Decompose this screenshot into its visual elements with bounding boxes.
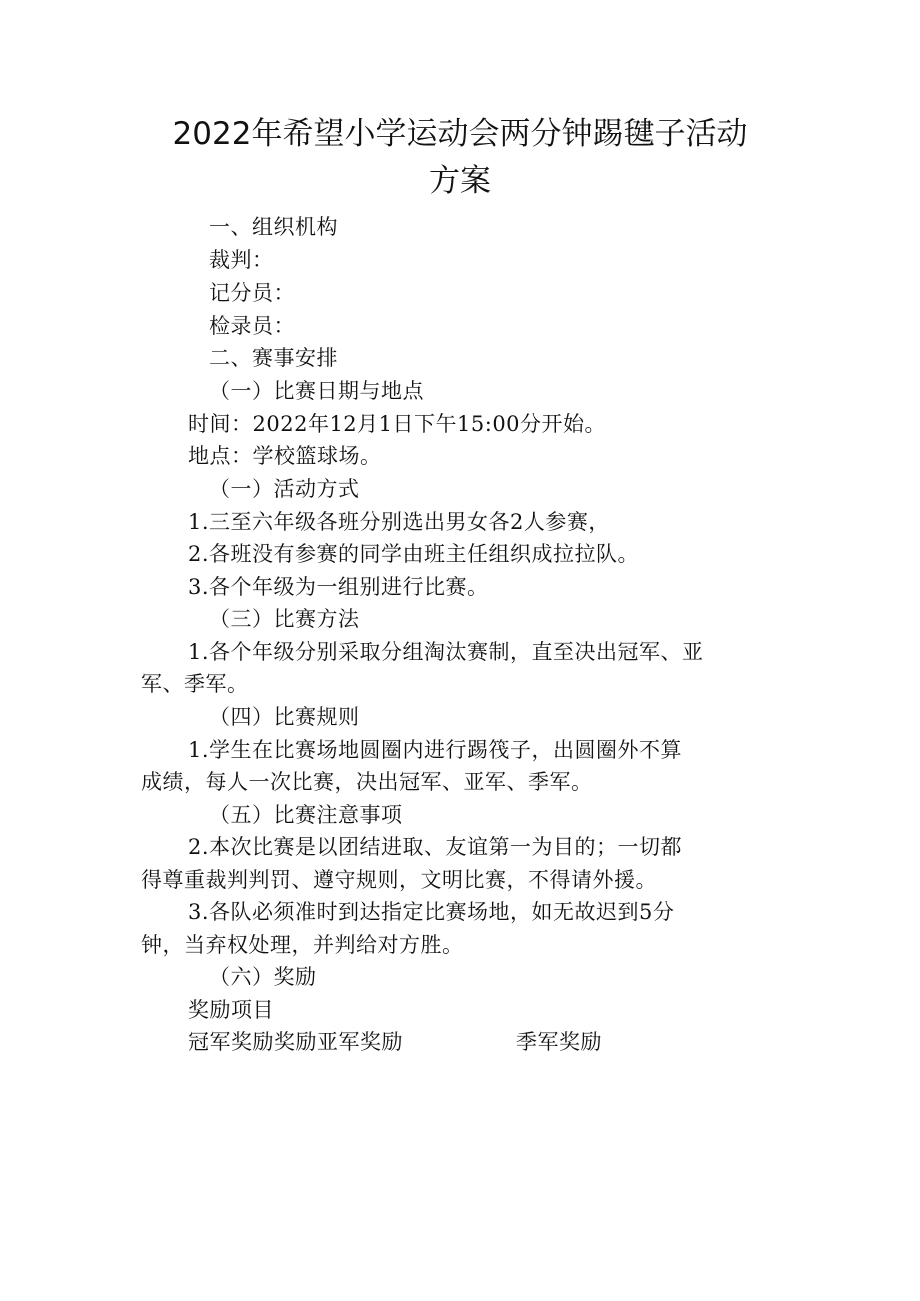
- part2-heading: （一）活动方式: [209, 477, 360, 501]
- document-title-line1: 2022年希望小学运动会两分钟踢毽子活动: [172, 116, 748, 152]
- method-line1: 1.各个年级分别采取分组淘汰赛制，直至决出冠军、亚: [188, 640, 704, 664]
- section1-heading: 一、组织机构: [209, 215, 338, 239]
- award-items-label: 奖励项目: [188, 998, 274, 1022]
- document-title-line2: 方案: [429, 163, 491, 199]
- part6-heading: （六）奖励: [209, 965, 317, 989]
- notes-item2-line1: 2.本次比赛是以团结进取、友谊第一为目的；一切都: [188, 835, 683, 859]
- rules-line2: 成绩，每人一次比赛，决出冠军、亚军、季军。: [141, 770, 593, 794]
- part3-heading: （三）比赛方法: [209, 607, 360, 631]
- notes-item3-line2: 钟，当弃权处理，并判给对方胜。: [141, 933, 464, 957]
- checker-line: 检录员：: [209, 314, 295, 338]
- notes-item3-line1: 3.各队必须准时到达指定比赛场地，如无故迟到5分: [188, 900, 675, 924]
- event-place: 地点：学校篮球场。: [188, 444, 382, 468]
- rules-line1: 1.学生在比赛场地圆圈内进行踢筏子，出圆圈外不算: [188, 738, 683, 762]
- part1-heading: （一）比赛日期与地点: [209, 379, 424, 403]
- method-line2: 军、季军。: [141, 672, 249, 696]
- referee-line: 裁判：: [209, 248, 274, 272]
- event-time: 时间：2022年12月1日下午15:00分开始。: [188, 412, 607, 436]
- notes-item2-line2: 得尊重裁判判罚、遵守规则，文明比赛，不得请外援。: [141, 868, 657, 892]
- award-row-left: 冠军奖励奖励亚军奖励: [188, 1030, 403, 1054]
- list-item: 1.三至六年级各班分别选出男女各2人参赛，: [188, 510, 610, 534]
- part4-heading: （四）比赛规则: [209, 705, 360, 729]
- award-row-right: 季军奖励: [516, 1030, 602, 1054]
- scorer-line: 记分员：: [209, 281, 295, 305]
- part5-heading: （五）比赛注意事项: [209, 803, 403, 827]
- list-item: 3.各个年级为一组别进行比赛。: [188, 575, 489, 599]
- list-item: 2.各班没有参赛的同学由班主任组织成拉拉队。: [188, 542, 640, 566]
- section2-heading: 二、赛事安排: [209, 346, 338, 370]
